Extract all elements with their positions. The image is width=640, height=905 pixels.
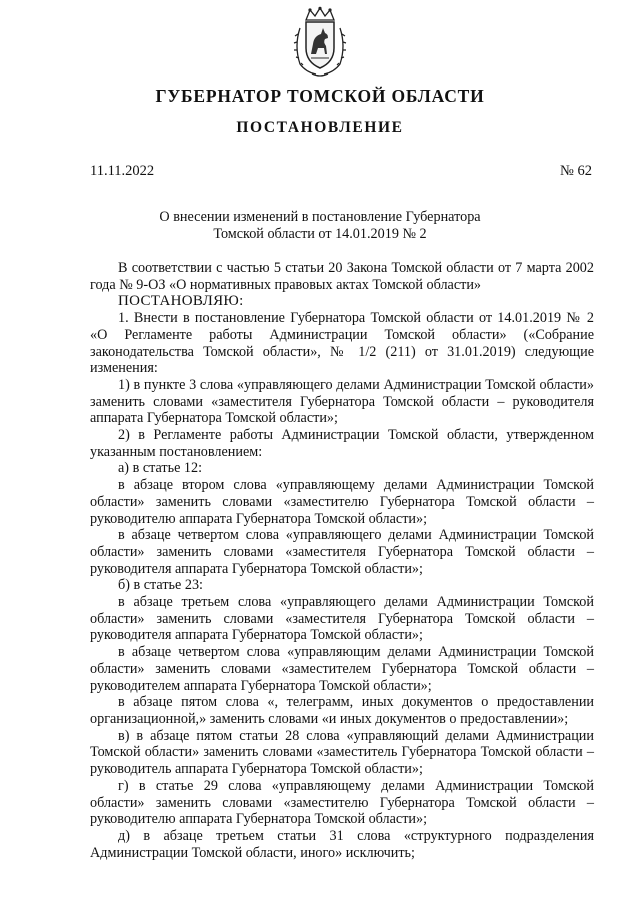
org-title: ГУБЕРНАТОР ТОМСКОЙ ОБЛАСТИ [155,86,485,106]
body-paragraph: в абзаце четвертом слова «управляющим делами Администрации Томской области» заменить словами «заместителем Губернатора Томской области – руководителем аппарата Губернатора Томской области»; [90,644,594,694]
body-paragraph: в абзаце четвертом слова «управляющего делами Администрации Томской области» заменить словами «заместителя Губернатора Томской области – руководителя аппарата Губернатора Томской области»; [90,527,594,577]
subject-line: О внесении изменений в постановление Губернатора [159,209,481,225]
subject-line: Томской области от 14.01.2019 № 2 [213,226,427,242]
document-date: 11.11.2022 [90,163,155,179]
body-paragraph: г) в статье 29 слова «управляющему делами Администрации Томской области» заменить словами «заместителю Губернатора Томской области – руководителю аппарата Губернатора Томской области»; [90,777,594,828]
body-paragraph: б) в статье 23: [118,577,203,594]
document-subject [0,209,640,243]
body-paragraph: в абзаце втором слова «управляющему делами Администрации Томской области» заменить словами «заместителю Губернатора Томской области – руководителю аппарата Губернатора Томской области»; [90,477,594,527]
doc-type: ПОСТАНОВЛЕНИЕ [236,119,404,136]
body-paragraph: 1) в пункте 3 слова «управляющего делами Администрации Томской области» заменить словами «заместителя Губернатора Томской области – руководителя аппарата Губернатора Томской области»; [90,376,594,427]
body-paragraph: в абзаце третьем слова «управляющего делами Администрации Томской области» заменить словами «заместителя Губернатора Томской области – руководителя аппарата Губернатора Томской области»; [90,594,594,644]
document-body [90,260,594,861]
preamble-paragraph: В соответствии с частью 5 статьи 20 Закона Томской области от 7 марта 2002 года № 9-ОЗ «О нормативных правовых актах Томской области» [90,260,594,293]
body-paragraph: в абзаце пятом слова «, телеграмм, иных документов о предоставлении организационной,» заменить словами «и иных документов о предоставлении»; [90,694,594,727]
body-paragraph: в) в абзаце пятом статьи 28 слова «управляющий делами Администрации Томской области» заменить словами «заместитель Губернатора Томской области – руководитель аппарата Губернатора Томской области»; [90,727,594,778]
body-paragraph: 2) в Регламенте работы Администрации Томской области, утвержденном указанным постановлением: [90,427,594,460]
decree-word: ПОСТАНОВЛЯЮ: [118,293,244,310]
document-number: № 62 [560,163,592,179]
tomsk-oblast-coat-of-arms-icon [292,6,348,80]
body-paragraph: д) в абзаце третьем статьи 31 слова «структурного подразделения Администрации Томской области, иного» исключить; [90,827,594,861]
body-paragraph: а) в статье 12: [118,460,203,477]
body-paragraph: 1. Внести в постановление Губернатора Томской области от 14.01.2019 № 2 «О Регламенте работы Администрации Томской области» («Собрание законодательства Томской области», № 1/2 (211) от 31.01.2019) следующие изменения: [90,310,594,377]
